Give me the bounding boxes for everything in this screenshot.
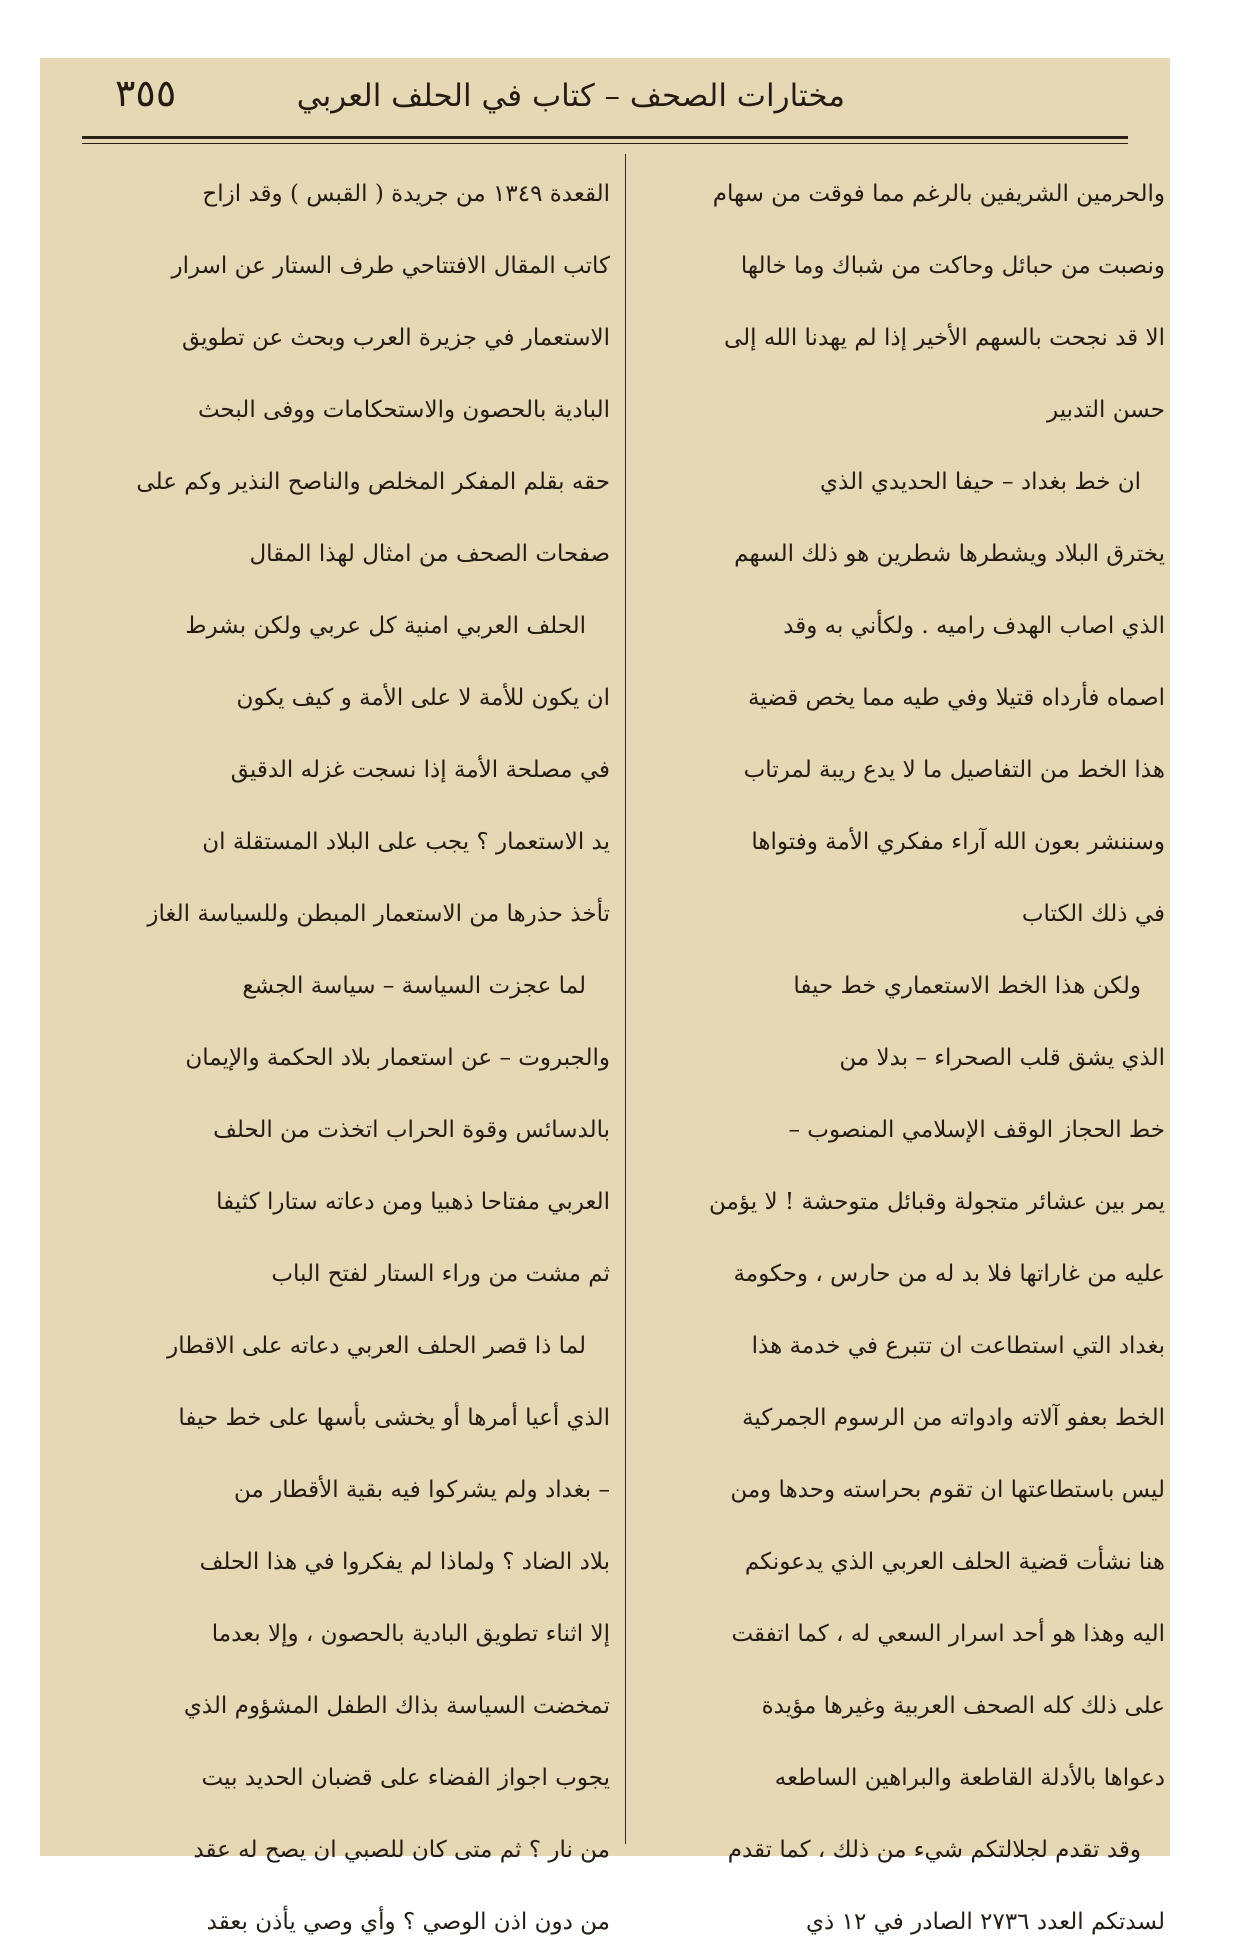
- text-line: الخط بعفو آلاته وادواته من الرسوم الجمركية: [742, 1405, 1165, 1431]
- text-line: لما ذا قصر الحلف العربي دعاته على الاقطار: [167, 1333, 586, 1359]
- text-line: وقد تقدم لجلالتكم شيء من ذلك ، كما تقدم: [727, 1837, 1141, 1863]
- text-line: من دون اذن الوصي ؟ وأي وصي يأذن بعقد: [206, 1909, 610, 1935]
- text-line: صفحات الصحف من امثال لهذا المقال: [249, 541, 610, 567]
- text-line: من نار ؟ ثم متى كان للصبي ان يصح له عقد: [193, 1837, 610, 1863]
- text-line: القعدة ١٣٤٩ من جريدة ( القبس ) وقد ازاح: [202, 181, 610, 207]
- text-line: ليس باستطاعتها ان تقوم بحراسته وحدها ومن: [730, 1477, 1165, 1503]
- text-line: الحلف العربي امنية كل عربي ولكن بشرط: [185, 613, 586, 639]
- text-line: إلا اثناء تطويق البادية بالحصون ، وإلا بعدما: [211, 1621, 610, 1647]
- page-header: [85, 66, 1125, 130]
- text-line: هنا نشأت قضية الحلف العربي الذي يدعونكم: [744, 1549, 1165, 1575]
- right-column: [640, 158, 1165, 1958]
- text-line: لسدتكم العدد ٢٧٣٦ الصادر في ١٢ ذي: [806, 1909, 1165, 1935]
- text-line: ونصبت من حبائل وحاكت من شباك وما خالها: [740, 253, 1165, 279]
- text-line: الاستعمار في جزيرة العرب وبحث عن تطويق: [181, 325, 610, 351]
- text-line: تأخذ حذرها من الاستعمار المبطن وللسياسة الغاز: [147, 901, 610, 927]
- text-line: بغداد التي استطاعت ان تتبرع في خدمة هذا: [751, 1333, 1165, 1359]
- header-rule-thin: [82, 143, 1128, 144]
- text-line: يمر بين عشائر متجولة وقبائل متوحشة ! لا يؤمن: [709, 1189, 1165, 1215]
- left-column: [85, 158, 610, 1958]
- text-line: حقه بقلم المفكر المخلص والناصح النذير وكم على: [136, 469, 610, 495]
- text-line: تمخضت السياسة بذاك الطفل المشؤوم الذي: [183, 1693, 610, 1719]
- text-line: دعواها بالأدلة القاطعة والبراهين الساطعه: [774, 1765, 1165, 1791]
- text-line: العربي مفتاحا ذهبيا ومن دعاته ستارا كثيفا: [216, 1189, 610, 1215]
- text-line: ولكن هذا الخط الاستعماري خط حيفا: [793, 973, 1141, 999]
- text-line: الذي أعيا أمرها أو يخشى بأسها على خط حيفا: [178, 1405, 610, 1431]
- book-page: [40, 58, 1170, 1935]
- text-line: الذي اصاب الهدف راميه . ولكأني به وقد: [783, 613, 1165, 639]
- text-line: يخترق البلاد ويشطرها شطرين هو ذلك السهم: [734, 541, 1165, 567]
- text-line: بلاد الضاد ؟ ولماذا لم يفكروا في هذا الحلف: [199, 1549, 610, 1575]
- text-line: عليه من غاراتها فلا بد له من حارس ، وحكومة: [733, 1261, 1165, 1287]
- text-line: ان يكون للأمة لا على الأمة و كيف يكون: [236, 685, 610, 711]
- text-line: والجبروت – عن استعمار بلاد الحكمة والإيمان: [185, 1045, 610, 1071]
- text-line: على ذلك كله الصحف العربية وغيرها مؤيدة: [761, 1693, 1165, 1719]
- text-line: يد الاستعمار ؟ يجب على البلاد المستقلة ان: [202, 829, 610, 855]
- text-line: كاتب المقال الافتتاحي طرف الستار عن اسرار: [171, 253, 610, 279]
- text-line: البادية بالحصون والاستحكامات ووفى البحث: [197, 397, 610, 423]
- text-line: وسننشر بعون الله آراء مفكري الأمة وفتواها: [751, 829, 1165, 855]
- text-line: في مصلحة الأمة إذا نسجت غزله الدقيق: [230, 757, 610, 783]
- text-line: الذي يشق قلب الصحراء – بدلا من: [839, 1045, 1165, 1071]
- text-line: والحرمين الشريفين بالرغم مما فوقت من سهام: [712, 181, 1165, 207]
- text-line: اليه وهذا هو أحد اسرار السعي له ، كما اتفقت: [731, 1621, 1165, 1647]
- text-line: ثم مشت من وراء الستار لفتح الباب: [271, 1261, 610, 1287]
- text-line: لما عجزت السياسة – سياسة الجشع: [242, 973, 586, 999]
- text-line: اصماه فأرداه قتيلا وفي طيه مما يخص قضية: [748, 685, 1165, 711]
- header-rule: [82, 136, 1128, 139]
- text-line: خط الحجاز الوقف الإسلامي المنصوب –: [788, 1117, 1165, 1143]
- text-line: حسن التدبير: [1047, 397, 1165, 423]
- text-line: ان خط بغداد – حيفا الحديدي الذي: [820, 469, 1141, 495]
- text-line: – بغداد ولم يشركوا فيه بقية الأقطار من: [233, 1477, 610, 1503]
- text-line: الا قد نجحت بالسهم الأخير إذا لم يهدنا الله إلى: [724, 325, 1165, 351]
- page-number: ٣٥٥: [115, 71, 177, 115]
- text-line: يجوب اجواز الفضاء على قضبان الحديد بيت: [201, 1765, 610, 1791]
- running-title: مختارات الصحف – كتاب في الحلف العربي: [296, 78, 845, 114]
- text-line: هذا الخط من التفاصيل ما لا يدع ريبة لمرتاب: [743, 757, 1165, 783]
- text-line: في ذلك الكتاب: [1021, 901, 1165, 927]
- text-line: بالدسائس وقوة الحراب اتخذت من الحلف: [213, 1117, 610, 1143]
- column-divider: [625, 154, 626, 1844]
